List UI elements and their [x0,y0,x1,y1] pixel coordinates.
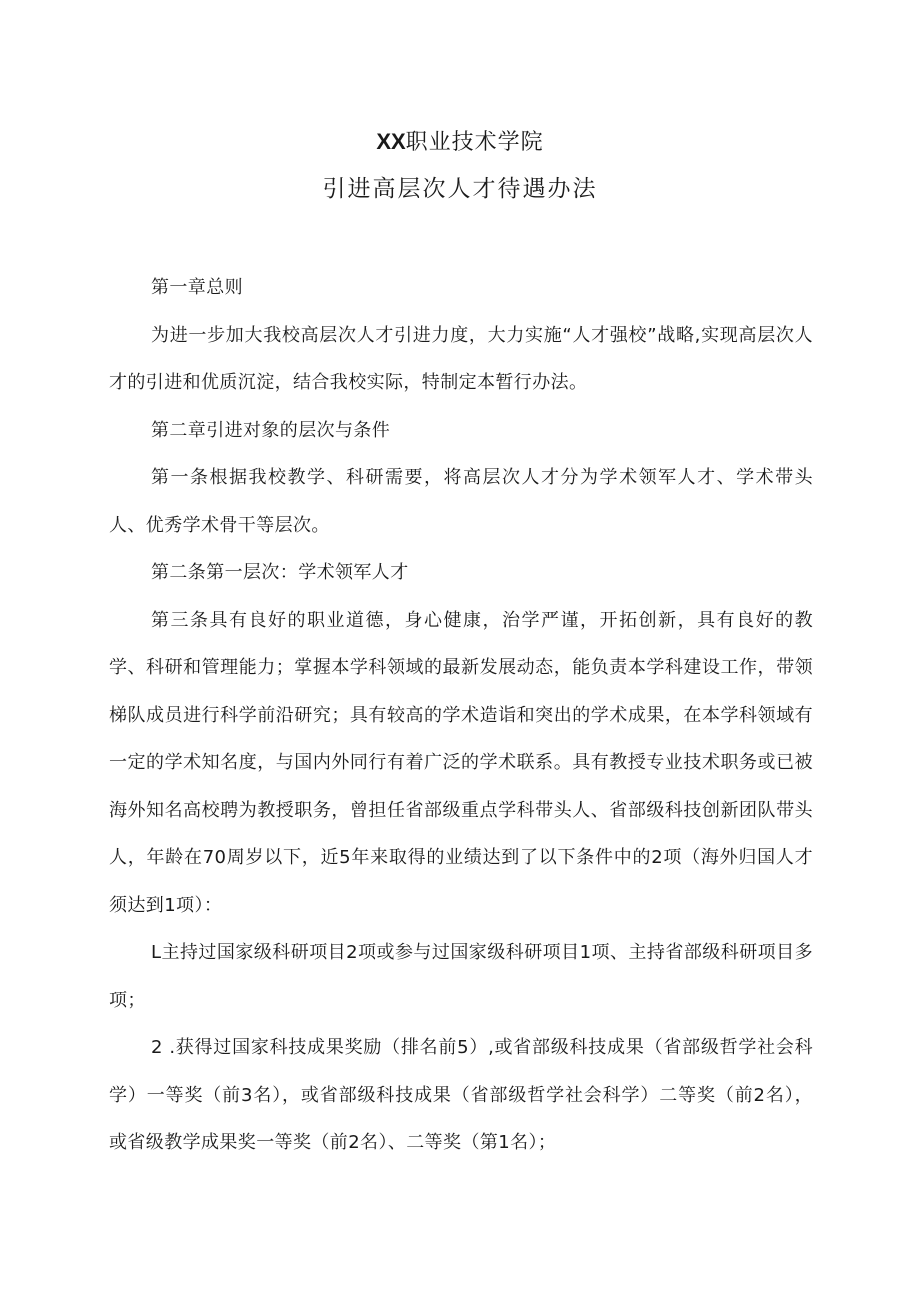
article-paragraph: 第二条第一层次：学术领军人才 [151,562,409,583]
article-paragraph: 第三条具有良好的职业道德，身心健康，治学严谨，开拓创新，具有良好的教学、科研和管理能力；掌握本学科领域的最新发展动态，能负责本学科建设工作，带领梯队成员进行科学前沿研究；具有较高的学术造诣和突出的学术成果，在本学科领域有一定的学术知名度，与国内外同行有着广泛的学术联系。具有教授专业技术职务或已被海外知名高校聘为教授职务，曾担任省部级重点学科带头人、省部级科技创新团队带头人，年龄在70周岁以下，近5年来取得的业绩达到了以下条件中的2项（海外归国人才须达到1项）： [109,609,813,916]
chapter-heading: 第二章引进对象的层次与条件 [151,419,391,441]
article-paragraph: 第一条根据我校教学、科研需要，将高层次人才分为学术领军人才、学术带头人、优秀学术骨干等层次。 [109,467,813,536]
document-title-line2: 引进高层次人才待遇办法 [322,176,598,202]
chapter-heading: 第一章总则 [151,277,243,298]
list-item: 2 .获得过国家科技成果奖励（排名前5）,或省部级科技成果（省部级哲学社会科学）一等奖（前3名），或省部级科技成果（省部级哲学社会科学）二等奖（前2名），或省级教学成果奖一等奖（前2名）、二等奖（第1名）； [109,1037,813,1153]
title-prefix: XX [376,129,406,154]
list-item: L主持过国家级科研项目2项或参与过国家级科研项目1项、主持省部级科研项目多项； [109,942,813,1011]
paragraph: 为进一步加大我校高层次人才引进力度，大力实施“人才强校”战略,实现高层次人才的引进和优质沉淀，结合我校实际，特制定本暂行办法。 [109,324,813,393]
document-title-line1 [0,127,920,158]
document-body [109,264,813,1167]
title-institution: 职业技术学院 [405,130,544,155]
